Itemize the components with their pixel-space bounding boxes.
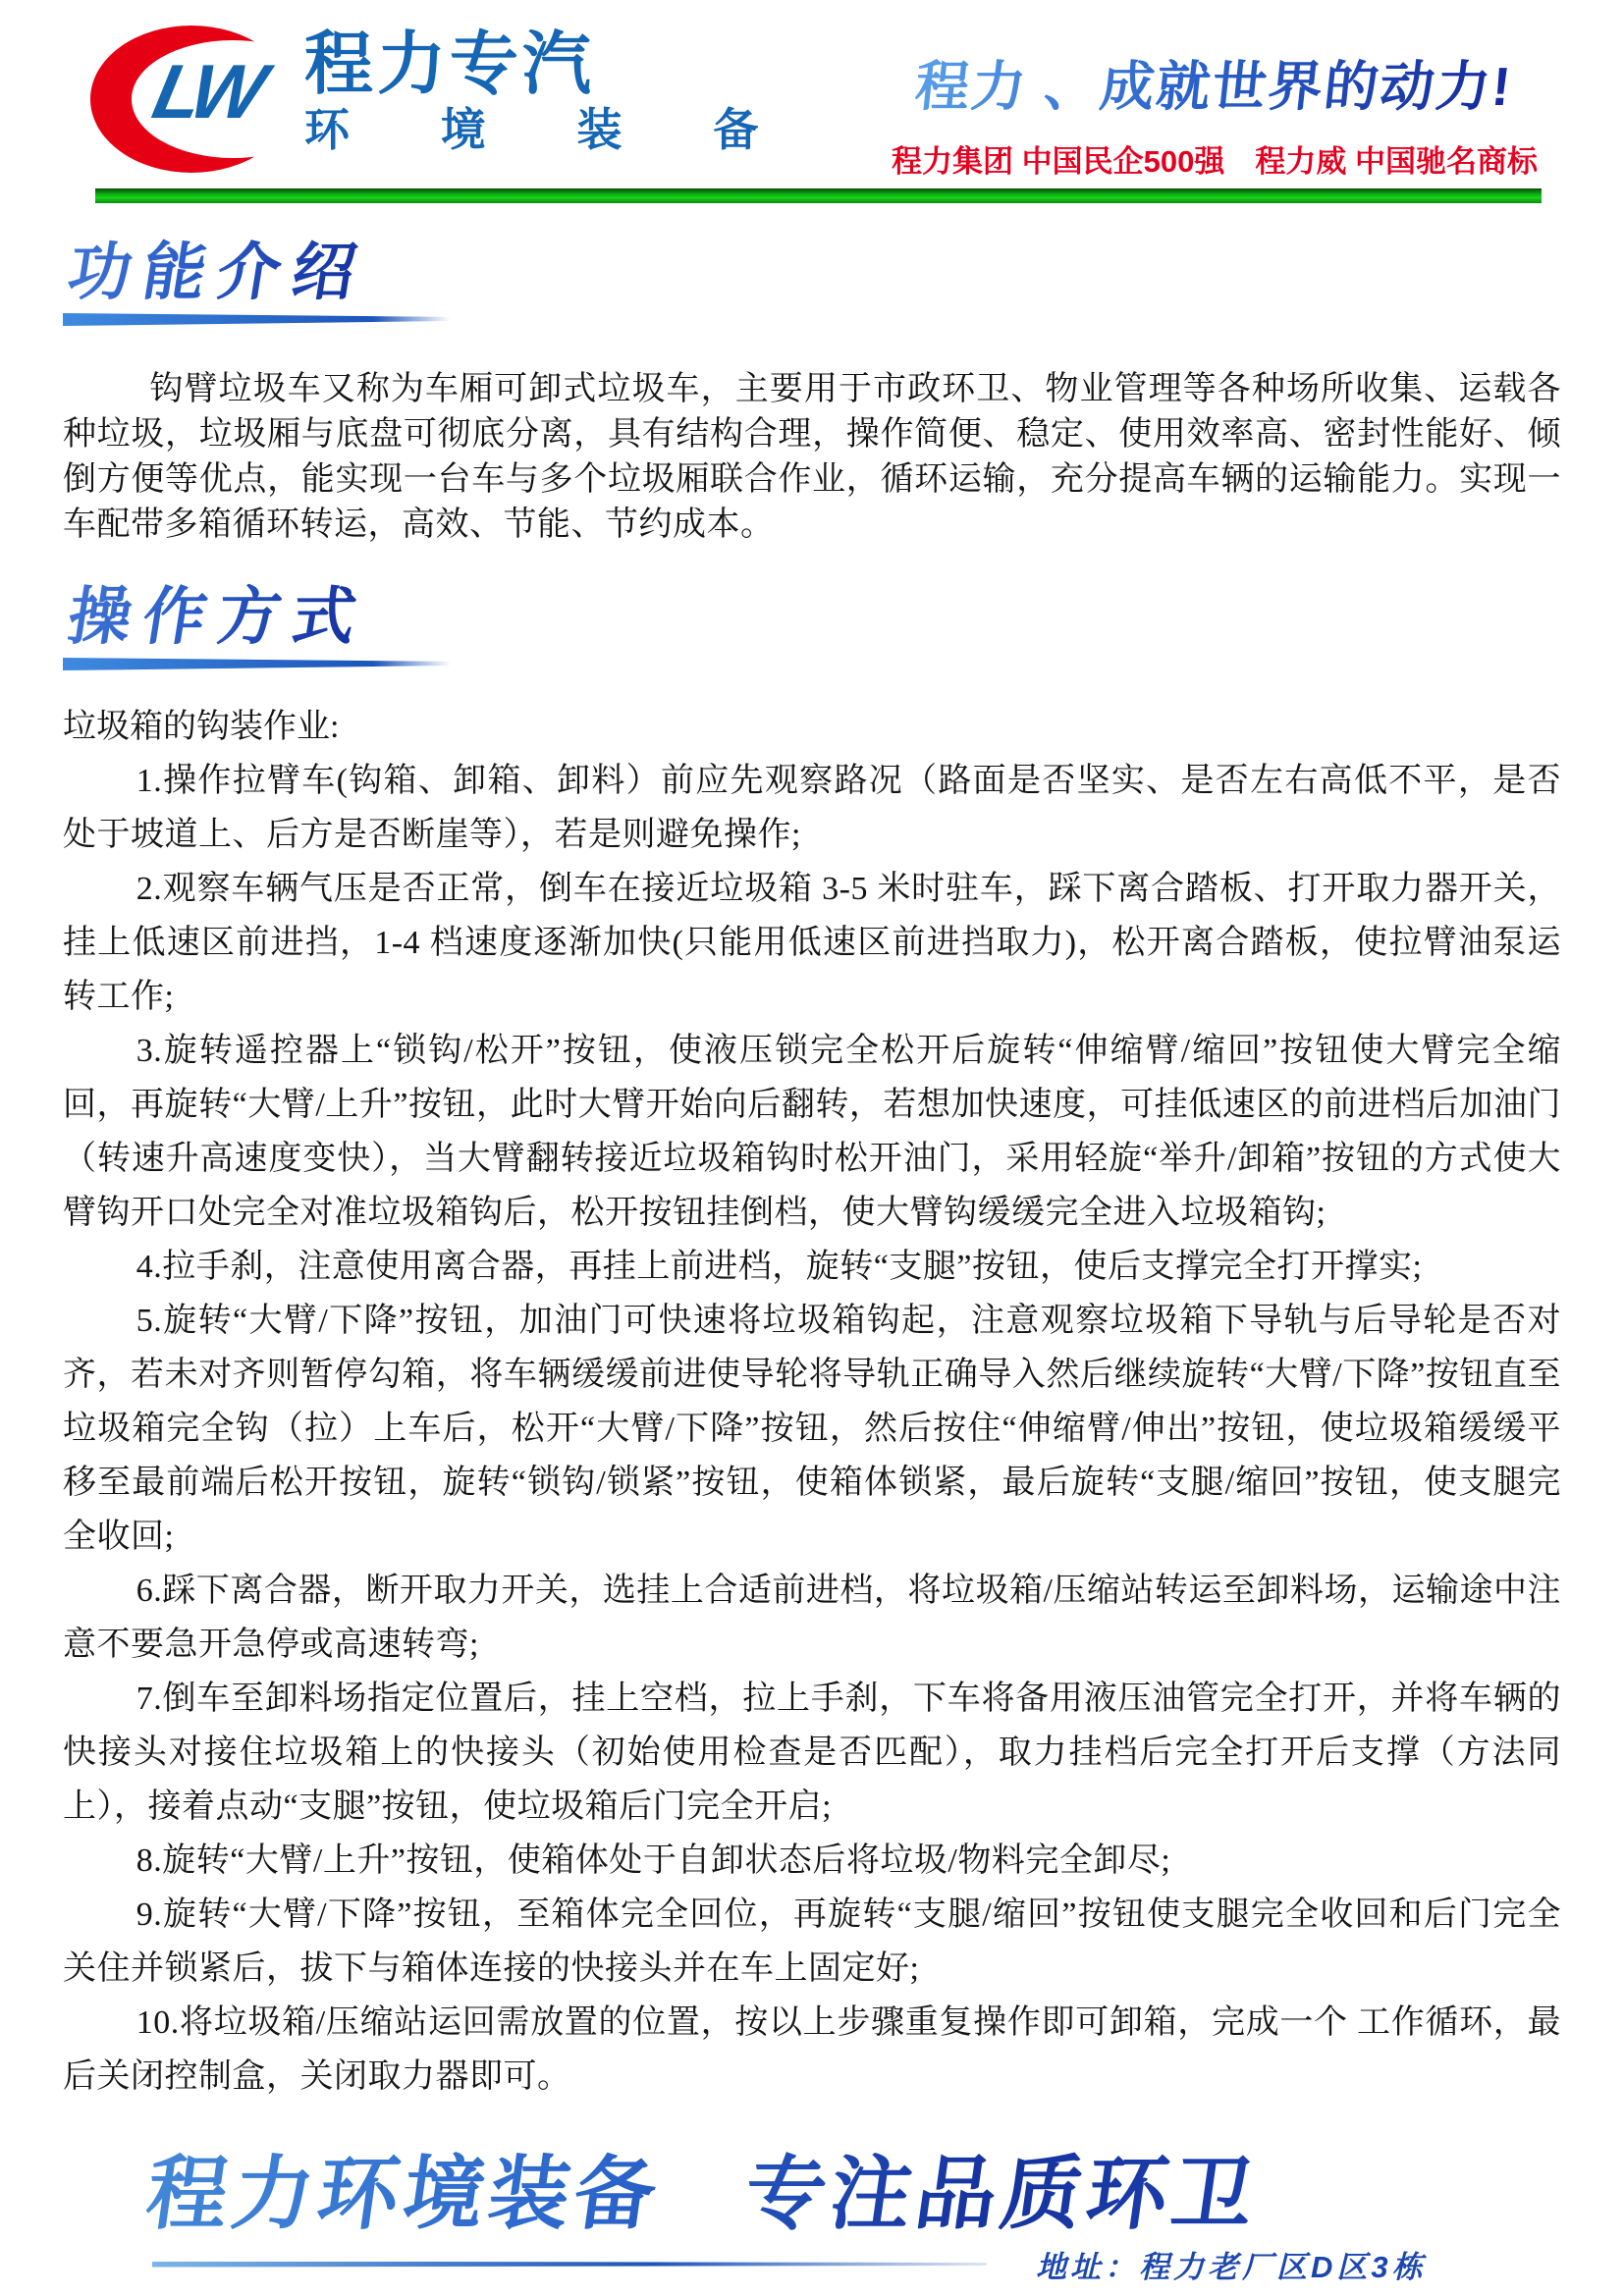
brand-division: 环 境 装 备 (304, 104, 798, 155)
page-content (0, 235, 1624, 2104)
operation-step-2: 2.观察车辆气压是否正常，倒车在接近垃圾箱 3-5 米时驻车，踩下离合踏板、打开取力器开关，挂上低速区前进挡，1-4 档速度逐渐加快(只能用低速区前进挡取力)，松开离合踏板，使拉臂油泵运转工作; (63, 871, 1561, 1015)
operation-lead: 垃圾箱的钩装作业: (63, 709, 340, 745)
operation-step-3: 3.旋转遥控器上“锁钩/松开”按钮，使液压锁完全松开后旋转“伸缩臂/缩回”按钮使大臂完全缩回，再旋转“大臂/上升”按钮，此时大臂开始向后翻转，若想加快速度，可挂低速区的前进档后加油门（转速升高速度变快），当大臂翻转接近垃圾箱钩时松开油门，采用轻旋“举升/卸箱”按钮的方式使大臂钩开口处完全对准垃圾箱钩后，松开按钮挂倒档，使大臂钩缓缓完全进入垃圾箱钩; (63, 1033, 1561, 1231)
company-logo (90, 26, 798, 175)
operation-step-5: 5.旋转“大臂/下降”按钮，加油门可快速将垃圾箱钩起，注意观察垃圾箱下导轨与后导轮是否对齐，若未对齐则暂停勾箱，将车辆缓缓前进使导轮将导轨正确导入然后继续旋转“大臂/下降”按钮直至垃圾箱完全钩（拉）上车后，松开“大臂/下降”按钮，然后按住“伸缩臂/伸出”按钮，使垃圾箱缓缓平移至最前端后松开按钮，旋转“锁钩/锁紧”按钮，使箱体锁紧，最后旋转“支腿/缩回”按钮，使支腿完全收回; (63, 1303, 1561, 1555)
logo-monogram: LW (145, 48, 268, 134)
company-tagline: 程力集团 中国民企500强 程力威 中国驰名商标 (892, 144, 1538, 179)
chengli-logo-icon (90, 26, 295, 175)
header-divider (95, 188, 1542, 203)
operation-step-6: 6.踩下离合器，断开取力开关，选挂上合适前进档，将垃圾箱/压缩站转运至卸料场，运输途中注意不要急开急停或高速转弯; (63, 1573, 1561, 1663)
operation-step-10: 10.将垃圾箱/压缩站运回需放置的位置，按以上步骤重复操作即可卸箱，完成一个 工作循环，最后关闭控制盒，关闭取力器即可。 (63, 2004, 1561, 2095)
operation-step-7: 7.倒车至卸料场指定位置后，挂上空档，拉上手刹，下车将备用液压油管完全打开，并将车辆的快接头对接住垃圾箱上的快接头（初始使用检查是否匹配），取力挂档后完全打开后支撑（方法同上），接着点动“支腿”按钮，使垃圾箱后门完全开启; (63, 1681, 1561, 1825)
footer-address-row (152, 2242, 1624, 2286)
page-footer (0, 2150, 1624, 2286)
operation-title-underline (63, 658, 451, 670)
operation-steps-block (63, 700, 1561, 2104)
operation-step-8: 8.旋转“大臂/上升”按钮，使箱体处于自卸状态后将垃圾/物料完全卸尽; (135, 1842, 1171, 1879)
logo-text-block (304, 26, 798, 157)
operation-step-1: 1.操作拉臂车(钩箱、卸箱、卸料）前应先观察路况（路面是否坚实、是否左右高低不平，是否处于坡道上、后方是否断崖等），若是则避免操作; (63, 763, 1561, 853)
page-header (0, 0, 1624, 181)
company-slogan: 程力 、成就世界的动力! (912, 43, 1517, 121)
footer-address: 地址：程力老厂区D区3栋 (1036, 2250, 1427, 2284)
feature-title-underline (63, 313, 451, 326)
feature-section-title: 功能介绍 (63, 237, 373, 307)
operation-section-header (63, 579, 1561, 670)
operation-step-9: 9.旋转“大臂/下降”按钮，至箱体完全回位，再旋转“支腿/缩回”按钮使支腿完全收回和后门完全关住并锁紧后，拔下与箱体连接的快接头并在车上固定好; (63, 1896, 1561, 1987)
brand-name: 程力专汽 (304, 26, 595, 102)
feature-section-header (63, 235, 1561, 326)
operation-step-4: 4.拉手刹，注意使用离合器，再挂上前进档，旋转“支腿”按钮，使后支撑完全打开撑实; (135, 1249, 1423, 1285)
footer-banner: 程力环境装备 专注品质环卫 (140, 2150, 1265, 2239)
feature-paragraph: 钩臂垃圾车又称为车厢可卸式垃圾车，主要用于市政环卫、物业管理等各种场所收集、运载各种垃圾，垃圾厢与底盘可彻底分离，具有结构合理，操作简便、稳定、使用效率高、密封性能好、倾倒方便等优点，能实现一台车与多个垃圾厢联合作业，循环运输，充分提高车辆的运输能力。实现一车配带多箱循环转运，高效、节能、节约成本。 (63, 371, 1561, 543)
footer-divider-line (152, 2262, 987, 2268)
header-right-block (892, 43, 1538, 181)
operation-section-title: 操作方式 (63, 581, 373, 652)
